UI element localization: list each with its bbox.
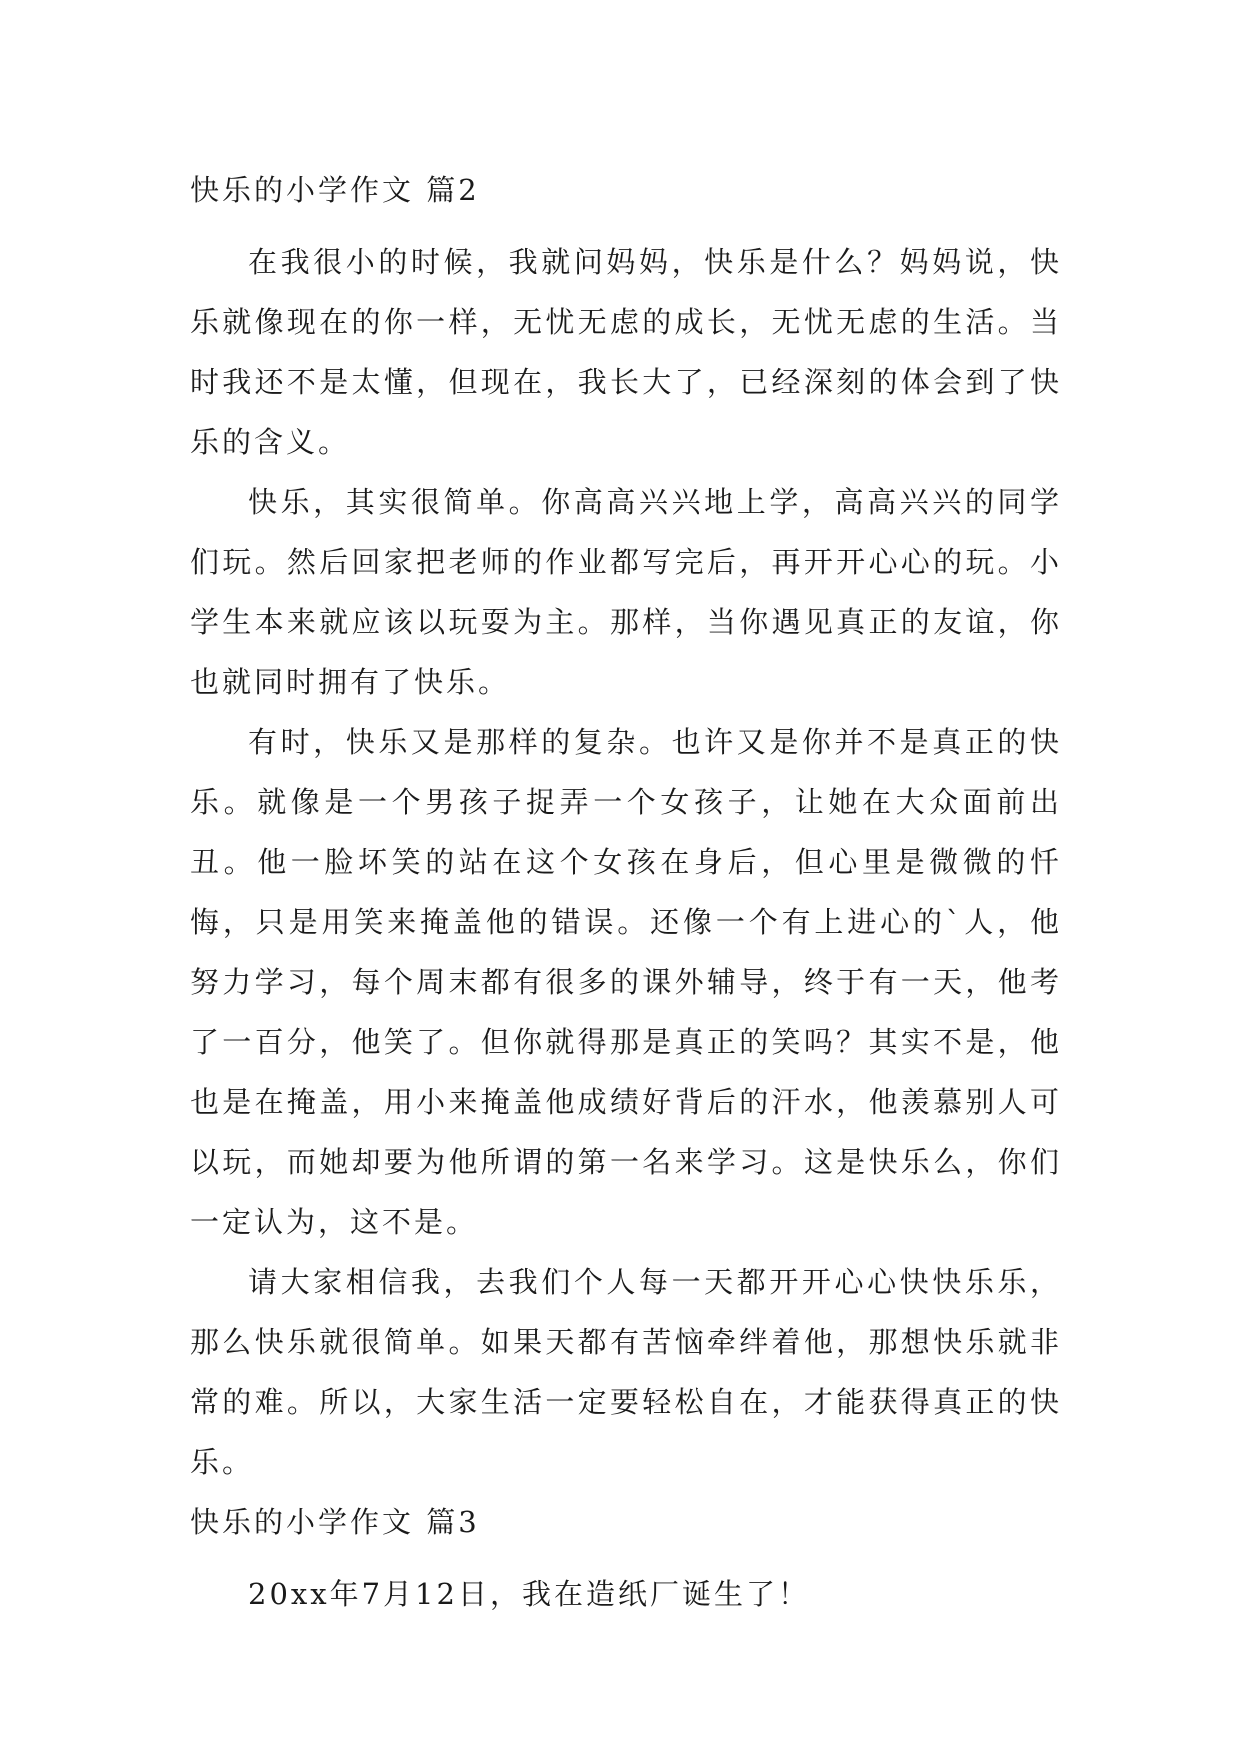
document-body: [190, 160, 1062, 1624]
paragraph: 有时，快乐又是那样的复杂。也许又是你并不是真正的快乐。就像是一个男孩子捉弄一个女孩子，让她在大众面前出丑。他一脸坏笑的站在这个女孩在身后，但心里是微微的忏悔，只是用笑来掩盖他的错误。还像一个有上进心的`人，他努力学习，每个周末都有很多的课外辅导，终于有一天，他考了一百分，他笑了。但你就得那是真正的笑吗？其实不是，他也是在掩盖，用小来掩盖他成绩好背后的汗水，他羡慕别人可以玩，而她却要为他所谓的第一名来学习。这是快乐么，你们一定认为，这不是。: [190, 725, 1062, 1239]
paragraph: 在我很小的时候，我就问妈妈，快乐是什么？妈妈说，快乐就像现在的你一样，无忧无虑的成长，无忧无虑的生活。当时我还不是太懂，但现在，我长大了，已经深刻的体会到了快乐的含义。: [190, 245, 1062, 459]
paragraph: 20xx年7月12日，我在造纸厂诞生了！: [248, 1577, 810, 1611]
paragraph: 请大家相信我，去我们个人每一天都开开心心快快乐乐，那么快乐就很简单。如果天都有苦恼牵绊着他，那想快乐就非常的难。所以，大家生活一定要轻松自在，才能获得真正的快乐。: [190, 1265, 1062, 1479]
section-heading-2: 快乐的小学作文 篇2: [190, 173, 480, 207]
section-heading-3: 快乐的小学作文 篇3: [190, 1505, 480, 1539]
paragraph: 快乐，其实很简单。你高高兴兴地上学，高高兴兴的同学们玩。然后回家把老师的作业都写完后，再开开心心的玩。小学生本来就应该以玩耍为主。那样，当你遇见真正的友谊，你也就同时拥有了快乐。: [190, 485, 1062, 699]
